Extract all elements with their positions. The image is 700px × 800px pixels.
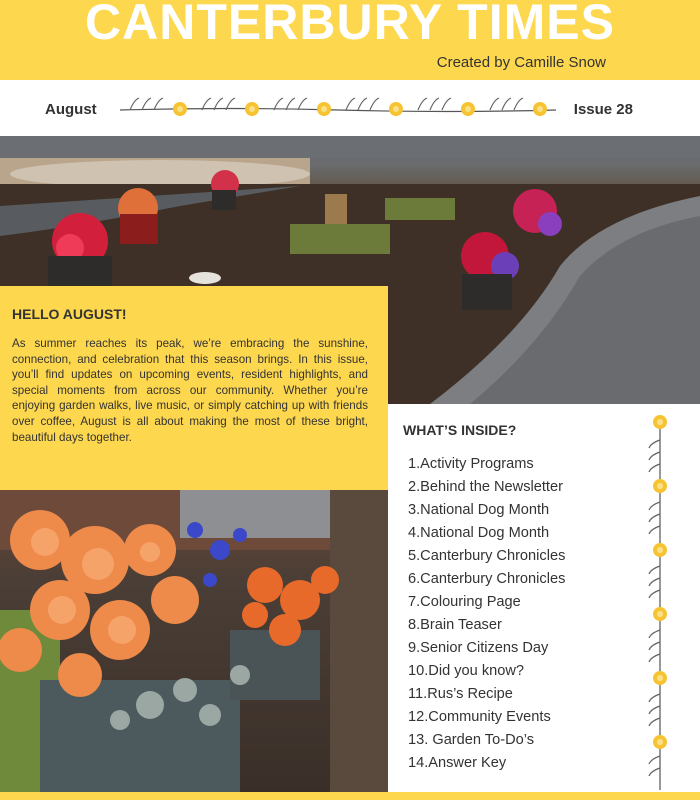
contents-item: 14.Answer Key (408, 755, 507, 771)
issue-month: August (45, 101, 97, 118)
footer-bar (0, 792, 700, 800)
intro-section (0, 286, 388, 490)
newsletter-title: CANTERBURY TIMES (85, 0, 615, 50)
contents-item: 8.Brain Teaser (408, 617, 502, 633)
flower-vine-icon (118, 96, 558, 124)
intro-heading: HELLO AUGUST! (12, 306, 127, 322)
contents-item: 13. Garden To-Do’s (408, 732, 535, 748)
contents-item: 2.Behind the Newsletter (408, 479, 563, 495)
contents-item: 9.Senior Citizens Day (408, 640, 549, 656)
byline: Created by Camille Snow (436, 54, 606, 71)
contents-item: 10.Did you know? (408, 663, 525, 679)
contents-item: 3.National Dog Month (408, 502, 550, 518)
contents-item: 6.Canterbury Chronicles (408, 571, 566, 587)
contents-section (388, 404, 700, 792)
contents-item: 4.National Dog Month (408, 525, 550, 541)
contents-item: 12.Community Events (408, 709, 551, 725)
contents-item: 5.Canterbury Chronicles (408, 548, 566, 564)
flower-vine-icon (645, 410, 675, 792)
contents-list (408, 456, 565, 778)
issue-number: Issue 28 (573, 101, 633, 118)
masthead (0, 0, 700, 80)
contents-heading: WHAT’S INSIDE? (403, 422, 517, 438)
flower-pots-photo (0, 490, 388, 792)
contents-item: 11.Rus’s Recipe (408, 686, 513, 702)
contents-item: 1.Activity Programs (408, 456, 534, 472)
contents-item: 7.Colouring Page (408, 594, 521, 610)
intro-paragraph: As summer reaches its peak, we’re embracing the sunshine, connection, and celebration that this season brings. In this issue, you’ll find updates on upcoming events, resident highlights, and special moments from across our community. Whether you’re enjoying garden walks, live music, or simply catching up with friends over coffee, August is all about making the most of these bright, beautiful days together. (12, 337, 368, 444)
issue-bar (0, 80, 700, 136)
